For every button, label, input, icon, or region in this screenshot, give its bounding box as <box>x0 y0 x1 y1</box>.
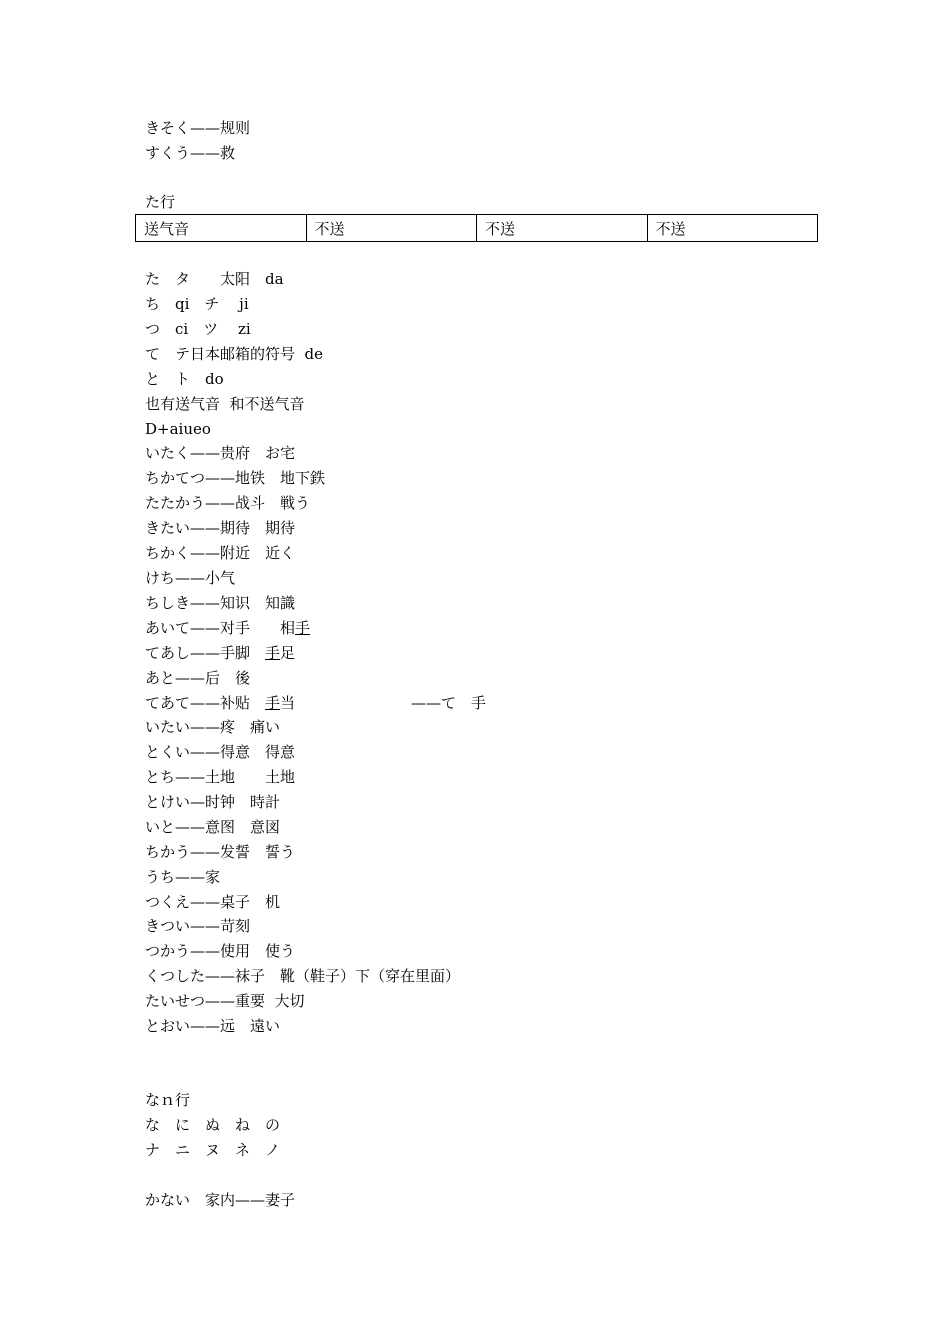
table-cell: 不送 <box>647 215 818 242</box>
text-line: と ト do <box>145 370 224 388</box>
text-line: いたい——疼 痛い <box>145 718 281 736</box>
text-line: つ ci ツ zi <box>145 320 251 338</box>
text-line: な に ぬ ね の <box>145 1116 281 1134</box>
aspiration-table <box>135 214 818 242</box>
underlined-char: 手 <box>265 694 281 712</box>
text-line: あと——后 後 <box>145 669 251 687</box>
text-line: けち——小气 <box>145 569 236 587</box>
text-line: ちかてつ——地铁 地下鉄 <box>145 469 326 487</box>
text-line: きたい——期待 期待 <box>145 519 296 537</box>
table-cell: 送气音 <box>136 215 307 242</box>
text-line: とけい—时钟 時計 <box>145 793 281 811</box>
text-line: ちかう——发誓 誓う <box>145 843 296 861</box>
text-line: D+aiueo <box>145 420 211 438</box>
text-line: かない 家内——妻子 <box>145 1191 296 1209</box>
text-line: いたく——贵府 お宅 <box>145 444 296 462</box>
section-heading-ta: た行 <box>145 193 176 211</box>
text-line <box>145 619 310 637</box>
underlined-char: 手 <box>295 619 311 637</box>
text-line: つくえ——桌子 机 <box>145 893 281 911</box>
line-text: てあし——手脚 <box>145 644 266 662</box>
text-line <box>145 644 295 662</box>
table-row <box>136 215 818 242</box>
text-line: て テ日本邮箱的符号 de <box>145 345 324 363</box>
text-line: とおい——远 遠い <box>145 1017 281 1035</box>
table-cell: 不送 <box>306 215 477 242</box>
text-line: いと——意图 意図 <box>145 818 281 836</box>
table-cell: 不送 <box>477 215 648 242</box>
text-line: すくう——救 <box>145 144 236 162</box>
line-text: あいて——对手 相 <box>145 619 296 637</box>
text-line: た タ 太阳 da <box>145 270 284 288</box>
text-line: とくい——得意 得意 <box>145 743 296 761</box>
line-text: 足 <box>280 644 296 662</box>
text-line: 也有送气音 和不送气音 <box>145 395 305 413</box>
text-line: きそく——规则 <box>145 119 251 137</box>
underlined-char: 手 <box>265 644 281 662</box>
line-text: てあて——补贴 <box>145 694 266 712</box>
side-note: ——て 手 <box>411 694 487 712</box>
text-line: つかう——使用 使う <box>145 942 296 960</box>
text-line: ち qi チ ji <box>145 295 249 313</box>
section-heading-na: なｎ行 <box>145 1091 191 1109</box>
text-line: ちしき——知识 知識 <box>145 594 296 612</box>
text-line: たたかう——战斗 戦う <box>145 494 311 512</box>
line-text: 当 <box>280 694 296 712</box>
text-line: ちかく——附近 近く <box>145 544 296 562</box>
text-line: ナ ニ ヌ ネ ノ <box>145 1141 281 1159</box>
text-line: たいせつ——重要 大切 <box>145 992 305 1010</box>
text-line <box>145 694 295 712</box>
text-line: うち——家 <box>145 868 221 886</box>
text-line: きつい——苛刻 <box>145 917 251 935</box>
text-line: くつした——袜子 靴（鞋子）下（穿在里面） <box>145 967 461 985</box>
text-line: とち——土地 土地 <box>145 768 296 786</box>
